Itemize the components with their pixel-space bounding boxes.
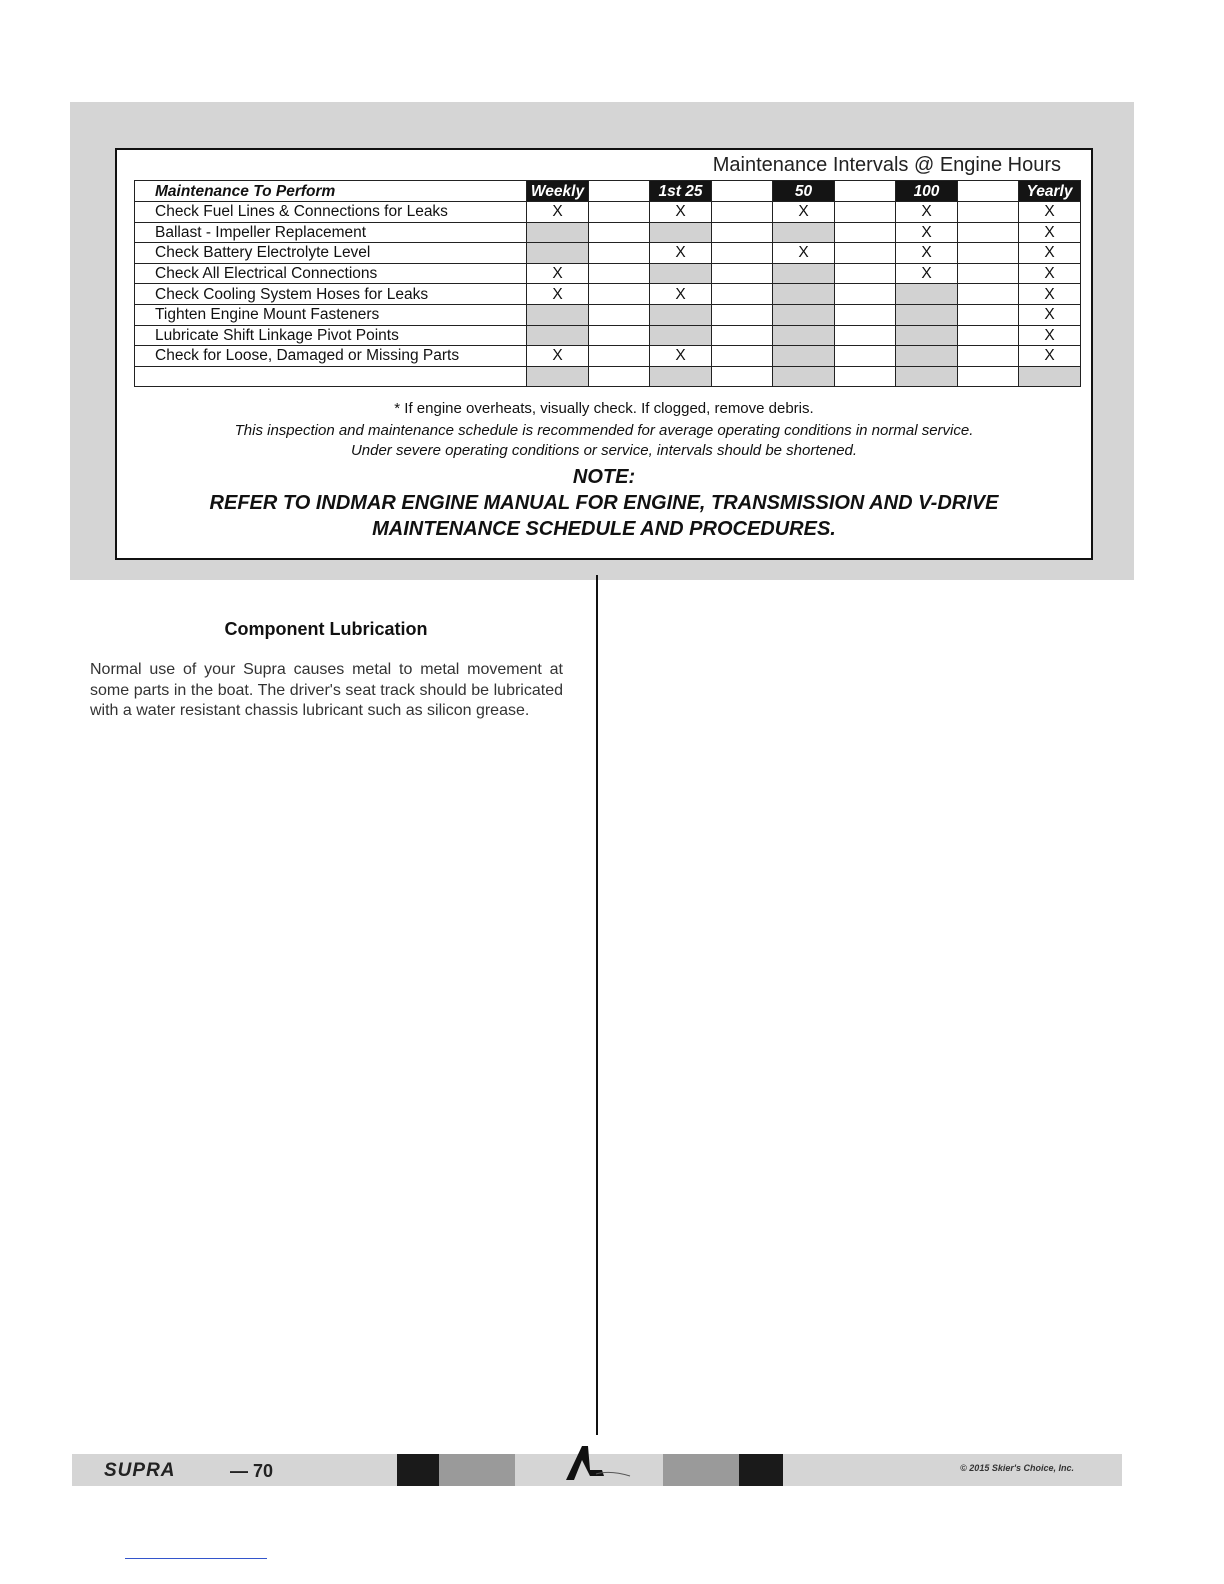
spacer-cell [589, 366, 650, 387]
mark-cell: X [1019, 202, 1081, 223]
header-interval: Yearly [1019, 181, 1081, 202]
mark-cell: X [896, 202, 958, 223]
maintenance-table [134, 180, 1081, 387]
mark-cell [773, 263, 835, 284]
mark-cell: X [773, 243, 835, 264]
spacer-cell [712, 202, 773, 223]
task-cell: Check Cooling System Hoses for Leaks [135, 284, 527, 305]
note-text-body: REFER TO INDMAR ENGINE MANUAL FOR ENGINE, TRANSMISSION AND V-DRIVE MAINTENANCE SCHEDULE AND PROCEDURES. [209, 492, 999, 540]
mark-cell: X [650, 243, 712, 264]
mark-cell: X [773, 202, 835, 223]
mark-cell: X [896, 243, 958, 264]
spacer-cell [835, 181, 896, 202]
mark-cell: X [1019, 304, 1081, 325]
spacer-cell [589, 346, 650, 367]
mark-cell: X [1019, 222, 1081, 243]
spacer-cell [958, 263, 1019, 284]
mark-cell [773, 284, 835, 305]
table-row [135, 325, 1081, 346]
table-row [135, 284, 1081, 305]
table-header-row [135, 181, 1081, 202]
mark-cell [896, 366, 958, 387]
footer-block-grey-right [663, 1454, 739, 1486]
spacer-cell [589, 222, 650, 243]
task-cell [135, 366, 527, 387]
spacer-cell [712, 263, 773, 284]
maintenance-schedule-box [115, 148, 1093, 560]
mark-cell: X [650, 284, 712, 305]
spacer-cell [712, 366, 773, 387]
column-divider [596, 575, 598, 1435]
spacer-cell [958, 325, 1019, 346]
spacer-cell [958, 284, 1019, 305]
mark-cell: X [1019, 284, 1081, 305]
mark-cell [896, 284, 958, 305]
mark-cell [527, 243, 589, 264]
mark-cell [527, 366, 589, 387]
mark-cell [773, 325, 835, 346]
mark-cell: X [896, 222, 958, 243]
table-row [135, 263, 1081, 284]
mark-cell: X [527, 263, 589, 284]
spacer-cell [835, 366, 896, 387]
table-row [135, 346, 1081, 367]
mark-cell: X [896, 263, 958, 284]
task-cell: Lubricate Shift Linkage Pivot Points [135, 325, 527, 346]
mark-cell [773, 304, 835, 325]
spacer-cell [958, 366, 1019, 387]
spacer-cell [712, 243, 773, 264]
mark-cell [650, 263, 712, 284]
table-row [135, 222, 1081, 243]
task-cell: Check All Electrical Connections [135, 263, 527, 284]
mark-cell: X [527, 284, 589, 305]
mark-cell: X [650, 346, 712, 367]
spacer-cell [712, 284, 773, 305]
schedule-title: Maintenance Intervals @ Engine Hours [712, 154, 1061, 176]
mark-cell [896, 346, 958, 367]
mark-cell: X [1019, 263, 1081, 284]
mark-cell: X [527, 346, 589, 367]
footer-block-dark-right [739, 1454, 783, 1486]
spacer-cell [958, 346, 1019, 367]
header-interval: 50 [773, 181, 835, 202]
mark-cell [527, 222, 589, 243]
mark-cell [1019, 366, 1081, 387]
supra-logo-icon [560, 1440, 640, 1484]
footer-block-dark-left [397, 1454, 439, 1486]
table-row [135, 304, 1081, 325]
mark-cell [773, 222, 835, 243]
spacer-cell [835, 304, 896, 325]
mark-cell: X [1019, 243, 1081, 264]
section-body: Normal use of your Supra causes metal to metal movement at some parts in the boat. The driver's seat track should be lubricated with a water resistant chassis lubricant such as silicon grease. [90, 661, 563, 719]
spacer-cell [589, 263, 650, 284]
header-task: Maintenance To Perform [135, 181, 527, 202]
spacer-cell [712, 181, 773, 202]
spacer-cell [589, 202, 650, 223]
spacer-cell [835, 346, 896, 367]
header-interval: 100 [896, 181, 958, 202]
spacer-cell [712, 222, 773, 243]
page-number: — 70 [230, 1461, 274, 1481]
link-underline [125, 1558, 267, 1559]
spacer-cell [589, 284, 650, 305]
footer-brand: SUPRA [104, 1460, 176, 1481]
footer-block-grey-left [439, 1454, 515, 1486]
spacer-cell [712, 346, 773, 367]
table-row [135, 243, 1081, 264]
mark-cell [527, 325, 589, 346]
spacer-cell [589, 243, 650, 264]
mark-cell [650, 304, 712, 325]
inspection-note-1: This inspection and maintenance schedule is recommended for average operating conditions in normal service. [234, 422, 974, 439]
spacer-cell [589, 181, 650, 202]
mark-cell: X [1019, 346, 1081, 367]
note-label: NOTE: [572, 466, 636, 488]
spacer-cell [712, 325, 773, 346]
mark-cell: X [1019, 325, 1081, 346]
mark-cell [650, 325, 712, 346]
table-row [135, 366, 1081, 387]
footnote: * If engine overheats, visually check. If clogged, remove debris. [394, 400, 814, 417]
note-text [117, 490, 1091, 542]
spacer-cell [835, 222, 896, 243]
section-heading: Component Lubrication [224, 619, 428, 639]
spacer-cell [589, 304, 650, 325]
spacer-cell [958, 243, 1019, 264]
inspection-note-2: Under severe operating conditions or service, intervals should be shortened. [350, 442, 858, 459]
mark-cell [773, 366, 835, 387]
spacer-cell [712, 304, 773, 325]
mark-cell [896, 304, 958, 325]
mark-cell: X [527, 202, 589, 223]
spacer-cell [835, 284, 896, 305]
mark-cell [650, 366, 712, 387]
task-cell: Check Battery Electrolyte Level [135, 243, 527, 264]
header-interval: Weekly [527, 181, 589, 202]
spacer-cell [835, 202, 896, 223]
spacer-cell [958, 222, 1019, 243]
task-cell: Tighten Engine Mount Fasteners [135, 304, 527, 325]
spacer-cell [958, 304, 1019, 325]
task-cell: Ballast - Impeller Replacement [135, 222, 527, 243]
mark-cell [896, 325, 958, 346]
spacer-cell [958, 202, 1019, 223]
page-footer [72, 1454, 1122, 1486]
spacer-cell [958, 181, 1019, 202]
mark-cell [773, 346, 835, 367]
task-cell: Check Fuel Lines & Connections for Leaks [135, 202, 527, 223]
copyright: © 2015 Skier's Choice, Inc. [960, 1463, 1074, 1473]
spacer-cell [835, 325, 896, 346]
mark-cell: X [650, 202, 712, 223]
mark-cell [527, 304, 589, 325]
mark-cell [650, 222, 712, 243]
table-row [135, 202, 1081, 223]
spacer-cell [835, 263, 896, 284]
header-interval: 1st 25 [650, 181, 712, 202]
spacer-cell [589, 325, 650, 346]
task-cell: Check for Loose, Damaged or Missing Parts [135, 346, 527, 367]
spacer-cell [835, 243, 896, 264]
